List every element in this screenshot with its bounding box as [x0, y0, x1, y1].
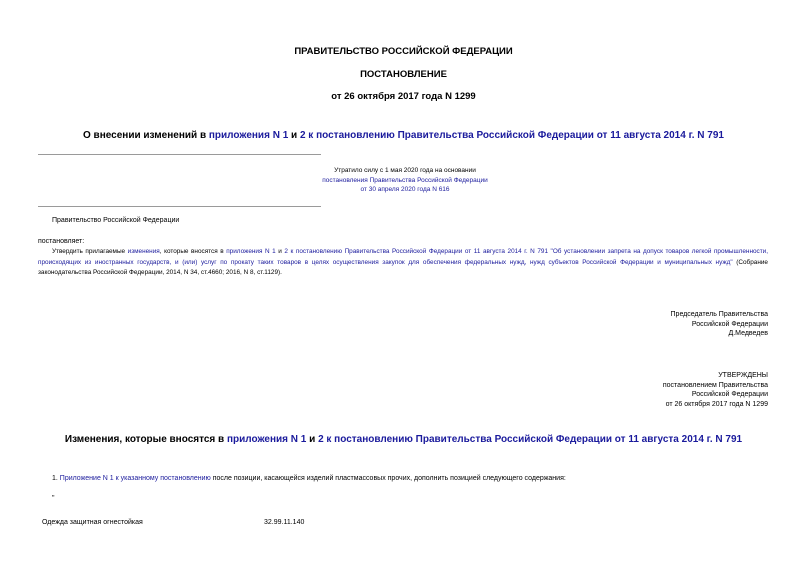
table-cell-product-name: Одежда защитная огнестойкая [42, 519, 143, 526]
item-1-text: после позиции, касающейся изделий пластмассовых прочих, дополнить позицией следующего содержания: [210, 475, 566, 482]
table-cell-product-code: 32.99.11.140 [264, 519, 305, 526]
title-link-appendix-2[interactable]: 2 к постановлению Правительства Российской Федерации от 11 августа 2014 г. N 791 [299, 130, 724, 141]
body-decree-word: постановляет: [38, 238, 85, 245]
status-note [290, 166, 520, 195]
document-date: от 26 октября 2017 года N 1299 [331, 91, 476, 102]
body-link-decree-791[interactable]: 2 к постановлению Правительства Российской Федерации от 11 августа 2014 г. N 791 "Об установлении запрета на допуск товаров легкой промышленности, происходящих из иностранных государств, и (или) услуг по прокату таких товаров в целях осуществления закупок для обеспечения федеральных нужд, нужд субъектов Российской Федерации и муниципальных нужд" [38, 248, 768, 266]
approved-heading: УТВЕРЖДЕНЫ [718, 372, 768, 379]
status-note-text: Утратило силу с 1 мая 2020 года на основании [334, 167, 476, 174]
body-text-2: , которые вносятся в [159, 248, 227, 255]
changes-title-mid: и [306, 434, 319, 445]
body-link-appendix-1[interactable]: приложения N 1 [226, 248, 276, 255]
signature-name: Д.Медведев [728, 330, 768, 338]
approved-by: постановлением Правительства [662, 381, 768, 389]
item-1-link-appendix[interactable]: Приложение N 1 к указанному постановлению [59, 475, 211, 482]
changes-title-link-appendix-2[interactable]: 2 к постановлению Правительства Российской Федерации от 11 августа 2014 г. N 791 [318, 434, 743, 445]
quote-mark: " [52, 495, 55, 502]
body-text-4: (Собрание законодательства Российской Федерации, 2014, N 34, ст.4660; 2016, N 8, ст.1129). [38, 258, 768, 276]
signature-position: Председатель Правительства [670, 311, 768, 318]
government-heading: ПРАВИТЕЛЬСТВО РОССИЙСКОЙ ФЕДЕРАЦИИ [294, 46, 513, 57]
signature-country: Российской Федерации [691, 320, 768, 328]
status-note-bottom-divider [38, 206, 321, 207]
title-link-appendix-1[interactable]: приложения N 1 [208, 130, 289, 141]
approved-block [568, 371, 768, 409]
approved-country: Российской Федерации [691, 391, 768, 399]
approved-date: от 26 октября 2017 года N 1299 [665, 400, 768, 408]
changes-title [0, 434, 807, 445]
body-link-changes[interactable]: изменения [127, 248, 160, 255]
status-note-link-resolution[interactable]: постановления Правительства Российской Федерации [322, 176, 488, 184]
title-prefix: О внесении изменений в [82, 130, 209, 141]
title-mid: и [288, 130, 300, 141]
changes-title-link-appendix-1[interactable]: приложения N 1 [226, 434, 307, 445]
item-1 [52, 474, 566, 484]
body-text-1: Утвердить прилагаемые [52, 248, 128, 255]
document-type-heading: ПОСТАНОВЛЕНИЕ [360, 69, 447, 80]
body-text-3: и [275, 248, 285, 255]
body-intro: Правительство Российской Федерации [52, 217, 180, 224]
item-1-number: 1. [52, 475, 60, 482]
signature-block [568, 310, 768, 339]
body-paragraph [38, 247, 768, 279]
status-note-top-divider [38, 154, 321, 155]
document-title [0, 130, 807, 141]
changes-title-prefix: Изменения, которые вносятся в [64, 434, 227, 445]
status-note-link-date[interactable]: от 30 апреля 2020 года N 616 [360, 186, 450, 194]
